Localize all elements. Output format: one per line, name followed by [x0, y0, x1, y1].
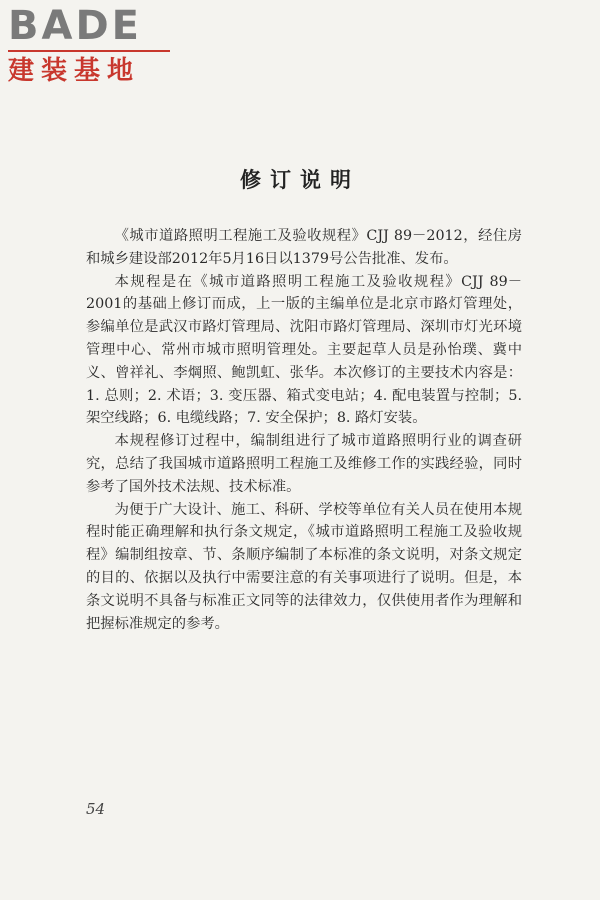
logo-tagline: 建装基地: [8, 56, 141, 86]
logo-divider: [8, 50, 170, 52]
paragraph: 为便于广大设计、施工、科研、学校等单位有关人员在使用本规程时能正确理解和执行条文规定，《城市道路照明工程施工及验收规程》编制组按章、节、条顺序编制了本标准的条文说明，对条文规定的目的、依据以及执行中需要注意的有关事项进行了说明。但是，本条文说明不具备与标准正文同等的法律效力，仅供使用者作为理解和把握标准规定的参考。: [86, 501, 522, 632]
revision-notes-body: [86, 225, 522, 635]
brand-logo: [8, 4, 178, 86]
paragraph: 《城市道路照明工程施工及验收规程》CJJ 89－2012，经住房和城乡建设部2012年5月16日以1379号公告批准、发布。: [86, 228, 522, 267]
paragraph: 本规程是在《城市道路照明工程施工及验收规程》CJJ 89－2001的基础上修订而成，上一版的主编单位是北京市路灯管理处，参编单位是武汉市路灯管理局、沈阳市路灯管理局、深圳市灯光环境管理中心、常州市城市照明管理处。主要起草人员是孙怡璞、冀中义、曾祥礼、李焵照、鲍凯虹、张华。本次修订的主要技术内容是：1. 总则；2. 术语；3. 变压器、箱式变电站；4. 配电装置与控制；5. 架空线路；6. 电缆线路；7. 安全保护；8. 路灯安装。: [86, 273, 522, 427]
page-title: 修订说明: [240, 167, 360, 192]
page-number: 54: [86, 800, 106, 818]
paragraph: 本规程修订过程中，编制组进行了城市道路照明行业的调查研究，总结了我国城市道路照明工程施工及维修工作的实践经验，同时参考了国外技术法规、技术标准。: [86, 433, 522, 495]
logo-wordmark: BADE: [8, 3, 142, 49]
